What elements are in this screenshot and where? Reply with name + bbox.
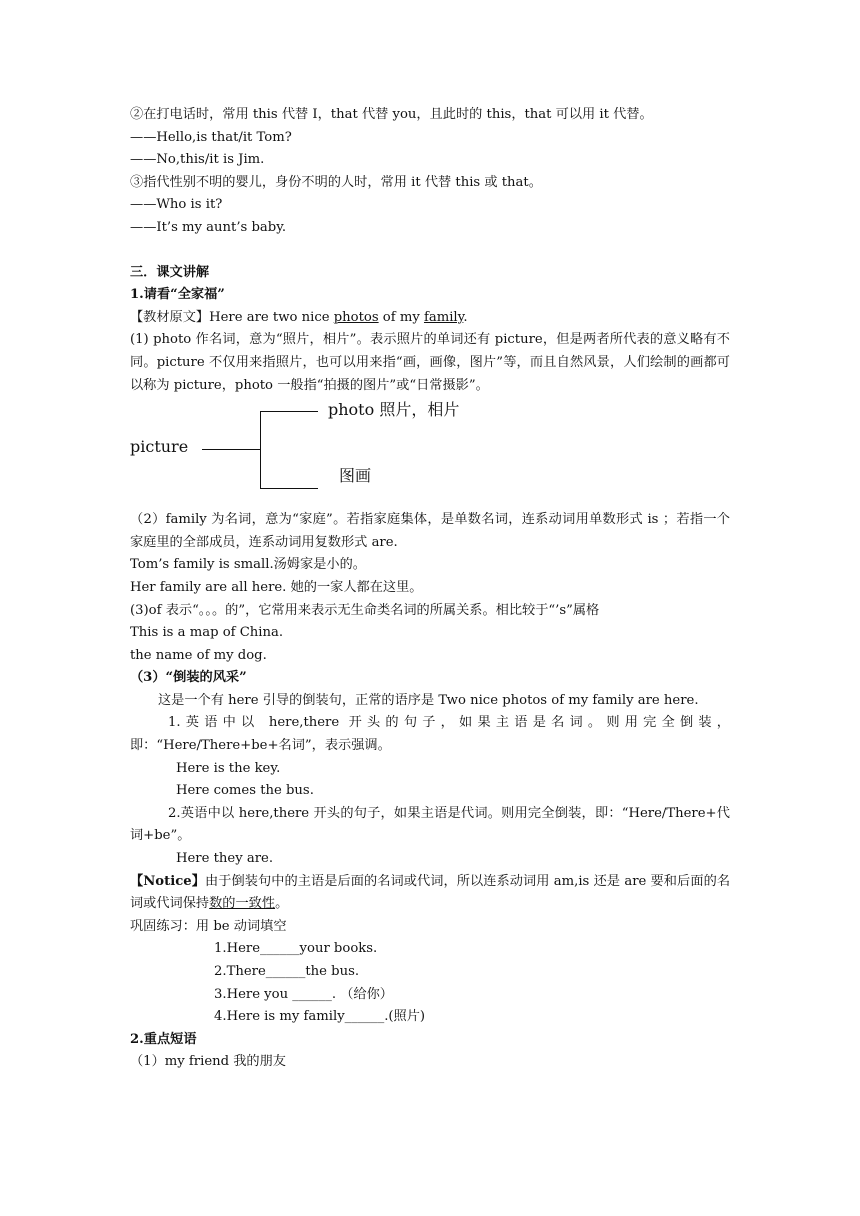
example-3: This is a map of China. xyxy=(130,625,284,641)
dialogue-line-4: ——It’s my aunt’s baby. xyxy=(130,219,287,235)
original-prefix: 【教材原文】Here are two nice xyxy=(130,309,334,325)
notice-tag: 【Notice】 xyxy=(130,873,205,889)
practice-heading: 巩固练习：用 be 动词填空 xyxy=(130,918,287,934)
picture-photo-diagram xyxy=(130,397,730,509)
diagram-vertical-line xyxy=(260,411,261,489)
practice-question-2: 2.There______the bus. xyxy=(214,964,360,979)
diagram-lower-branch-line xyxy=(260,488,318,489)
dialogue-line-3: ——Who is it? xyxy=(130,197,223,213)
rule-noun-subject: 1.英语中以 here,there 开头的句子，如果主语是名词。则用完全倒装，即：“Here/There+be+名词”，表示强调。 xyxy=(130,715,730,754)
dialogue-line-2: ——No,this/it is Jim. xyxy=(130,152,265,168)
paragraph-family: （2）family 为名词，意为“家庭”。若指家庭集体，是单数名词，连系动词用单数形式 is ；若指一个家庭里的全部成员，连系动词用复数形式 are. xyxy=(130,512,730,550)
original-photos: photos xyxy=(333,309,379,325)
example-4: the name of my dog. xyxy=(130,647,267,663)
original-mid: of my xyxy=(378,309,424,325)
example-6: Here comes the bus. xyxy=(176,783,314,799)
diagram-branch-photo: photo 照片，相片 xyxy=(328,400,460,420)
notice-text: 由于倒装句中的主语是后面的名词或代词，所以连系动词用 am,is 还是 are 要和后面的名词或代词保持 xyxy=(130,873,731,912)
example-7: Here they are. xyxy=(176,851,274,867)
notice-end: 。 xyxy=(275,896,289,912)
original-end: . xyxy=(463,309,468,325)
spacer xyxy=(130,240,730,262)
practice-question-4: 4.Here is my family______.(照片) xyxy=(214,1009,426,1025)
notice-paragraph xyxy=(130,871,730,916)
example-2: Her family are all here. 她的一家人都在这里。 xyxy=(130,579,423,595)
practice-question-3: 3.Here you ______. （给你） xyxy=(214,986,393,1002)
subheading-key-phrases: 2.重点短语 xyxy=(130,1031,197,1047)
dialogue-line-1: ——Hello,is that/it Tom? xyxy=(130,129,292,145)
diagram-stem-line xyxy=(202,449,260,450)
diagram-root-label: picture xyxy=(130,437,189,457)
document-body xyxy=(130,104,730,1074)
notice-underlined: 数的一致性 xyxy=(209,896,276,912)
paragraph-inversion: 这是一个有 here 引导的倒装句，正常的语序是 Two nice photos of my family are here. xyxy=(158,692,699,708)
diagram-upper-branch-line xyxy=(260,411,318,412)
paragraph-of: (3)of 表示“。。。的”，它常用来表示无生命类名词的所属关系。相比较于“’s”属格 xyxy=(130,602,600,618)
diagram-branch-painting: 图画 xyxy=(339,466,372,486)
paragraph-photo: (1) photo 作名词，意为“照片，相片”。表示照片的单词还有 picture，但是两者所代表的意义略有不同。picture 不仅用来指照片，也可以用来指“画，画像，图片”等，而且自然风景，人们绘制的画都可以称为 picture，photo 一般指“拍摄的图片”或“日常摄影”。 xyxy=(130,332,730,393)
rule-3: ③指代性别不明的婴儿，身份不明的人时，常用 it 代替 this 或 that。 xyxy=(130,174,542,190)
example-1: Tom’s family is small.汤姆家是小的。 xyxy=(130,557,366,573)
phrase-1: （1）my friend 我的朋友 xyxy=(130,1054,286,1070)
practice-question-1: 1.Here______your books. xyxy=(214,941,378,957)
section-heading: 三．课文讲解 xyxy=(130,264,210,280)
original-family: family xyxy=(423,309,464,325)
subheading-inversion: （3）“倒装的风采” xyxy=(130,670,247,686)
textbook-original xyxy=(130,307,730,330)
rule-2: ②在打电话时，常用 this 代替 I，that 代替 you，且此时的 this，that 可以用 it 代替。 xyxy=(130,107,653,122)
rule-pronoun-subject: 2.英语中以 here,there 开头的句子，如果主语是代词。则用完全倒装，即：“Here/There+代词+be”。 xyxy=(130,805,730,844)
example-5: Here is the key. xyxy=(176,760,281,776)
subheading-family-photo: 1.请看“全家福” xyxy=(130,287,225,303)
